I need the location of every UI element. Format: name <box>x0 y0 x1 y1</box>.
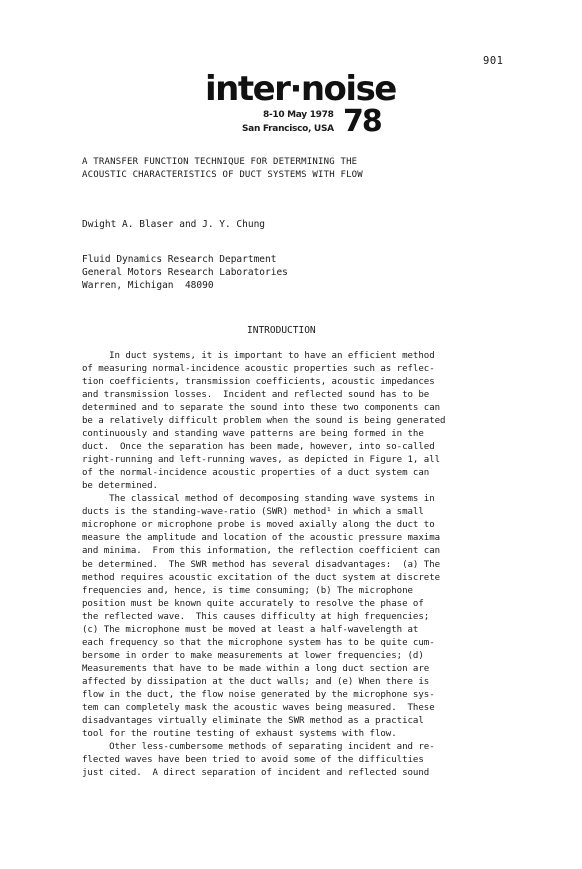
body-line: right-running and left-running waves, as depicted in Figure 1, all <box>82 455 441 466</box>
body-line: (c) The microphone must be moved at least a half-wavelength at <box>82 624 419 635</box>
affiliation <box>82 253 288 292</box>
body-line: The classical method of decomposing standing wave systems in <box>82 494 435 505</box>
conference-logo <box>205 69 396 143</box>
body-line: the reflected wave. This causes difficulty at high frequencies; <box>82 611 430 622</box>
body-line: position must be known quite accurately to resolve the phase of <box>82 598 424 609</box>
affiliation-line: Warren, Michigan 48090 <box>82 280 214 291</box>
body-line: just cited. A direct separation of incident and reflected sound <box>82 768 430 778</box>
body-line: disadvantages virtually eliminate the SWR method as a practical <box>82 715 424 726</box>
body-line: tion coefficients, transmission coefficients, acoustic impedances <box>82 377 435 388</box>
body-line: Other less-cumbersome methods of separating incident and re- <box>82 741 435 752</box>
logo-dates: 8-10 May 1978 <box>263 110 334 120</box>
logo-city: San Francisco, USA <box>242 124 334 134</box>
body-line: microphone or microphone probe is moved axially along the duct to <box>82 520 435 531</box>
body-text <box>82 350 502 780</box>
section-heading: INTRODUCTION <box>247 325 316 336</box>
body-line: be determined. <box>82 481 158 492</box>
body-line: bersome in order to make measurements at lower frequencies; (d) <box>82 650 424 661</box>
page-number: 901 <box>483 55 504 67</box>
body-line: duct. Once the separation has been made, however, into so-called <box>82 442 435 453</box>
paper-title-line: A TRANSFER FUNCTION TECHNIQUE FOR DETERMINING THE <box>82 157 358 167</box>
body-line: be a relatively difficult problem when the sound is being generated <box>82 416 446 427</box>
body-line: be determined. The SWR method has several disadvantages: (a) The <box>82 559 441 570</box>
body-line: frequencies and, hence, is time consuming; (b) The microphone <box>82 585 413 596</box>
body-line: method requires acoustic excitation of the duct system at discrete <box>82 572 441 583</box>
body-line: affected by dissipation at the duct walls; and (e) When there is <box>82 676 430 687</box>
body-line: measure the amplitude and location of the acoustic pressure maxima <box>82 533 441 544</box>
body-line: of measuring normal-incidence acoustic properties such as reflec- <box>82 364 435 375</box>
body-line: ducts is the standing-wave-ratio (SWR) method¹ in which a small <box>82 507 424 518</box>
body-line: determined and to separate the sound into these two components can <box>82 403 441 414</box>
body-line: Measurements that have to be made within a long duct section are <box>82 663 430 674</box>
body-line: and transmission losses. Incident and reflected sound has to be <box>82 390 430 401</box>
paper-title <box>82 156 363 182</box>
body-line: tem can completely mask the acoustic waves being measured. These <box>82 702 435 713</box>
affiliation-line: General Motors Research Laboratories <box>82 267 288 278</box>
body-line: and minima. From this information, the reflection coefficient can <box>82 546 441 557</box>
body-line: each frequency so that the microphone system has to be quite cum- <box>82 637 435 648</box>
body-line: In duct systems, it is important to have an efficient method <box>82 351 435 361</box>
paper-title-line: ACOUSTIC CHARACTERISTICS OF DUCT SYSTEMS WITH FLOW <box>82 170 363 180</box>
body-line: flected waves have been tried to avoid some of the difficulties <box>82 754 424 765</box>
body-line: of the normal-incidence acoustic properties of a duct system can <box>82 468 430 479</box>
authors: Dwight A. Blaser and J. Y. Chung <box>82 219 266 230</box>
affiliation-line: Fluid Dynamics Research Department <box>82 254 277 265</box>
body-line: continuously and standing wave patterns are being formed in the <box>82 429 424 440</box>
body-line: flow in the duct, the flow noise generated by the microphone sys- <box>82 689 435 700</box>
logo-wordmark: inter·noise <box>205 69 396 109</box>
body-line: tool for the routine testing of exhaust systems with flow. <box>82 728 397 739</box>
logo-year: 78 <box>343 104 381 139</box>
